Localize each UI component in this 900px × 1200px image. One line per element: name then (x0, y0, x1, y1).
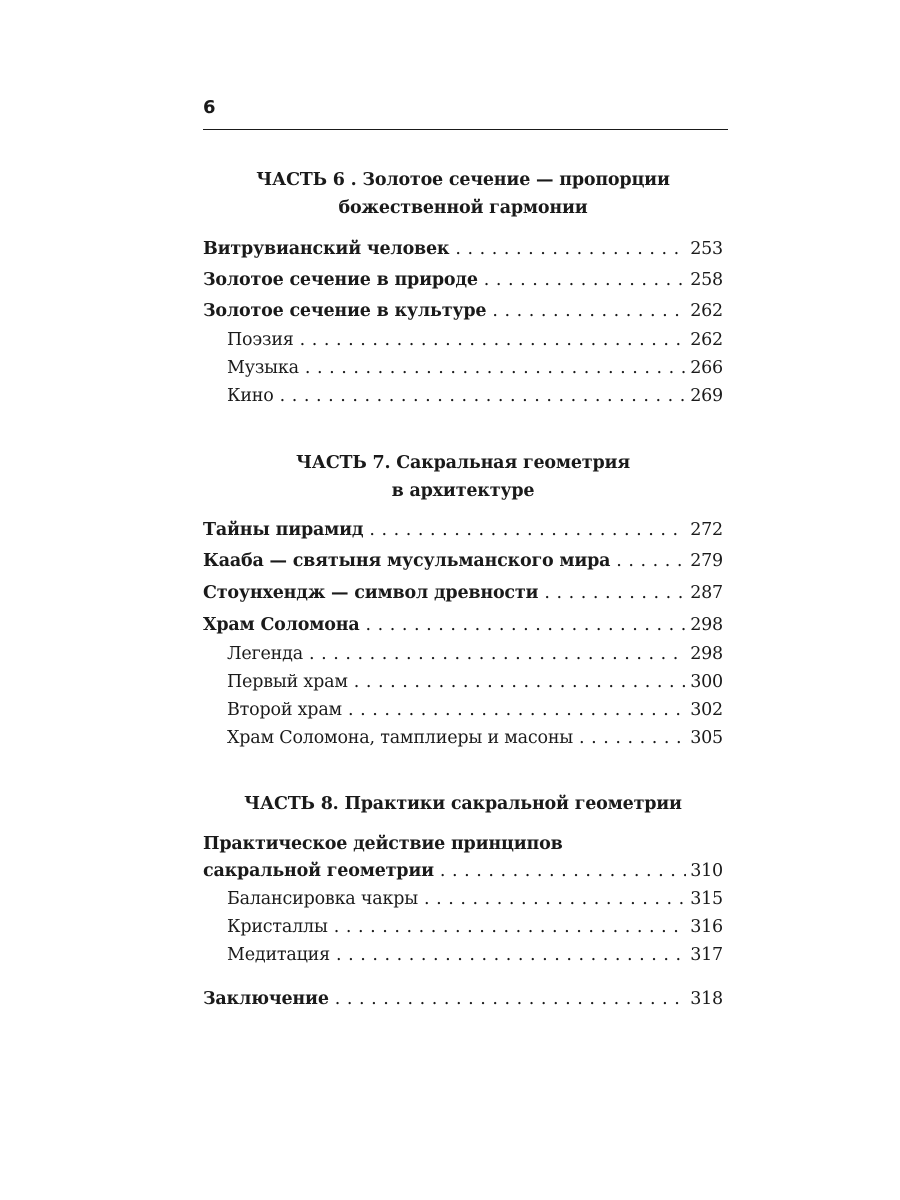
toc-subentry-page: 266 (690, 358, 723, 378)
leader-dots (492, 297, 686, 325)
page-number: 6 (203, 97, 216, 118)
part-6-heading (203, 166, 723, 222)
leader-dots (305, 354, 686, 382)
leader-dots (616, 547, 686, 575)
leader-dots (455, 235, 686, 263)
leader-dots (280, 382, 687, 410)
leader-dots (544, 579, 686, 607)
toc-entry-title: Храм Соломона (203, 615, 360, 635)
toc-entry-title: Заключение (203, 989, 329, 1009)
toc-subentry-title: Легенда (227, 644, 303, 664)
toc-entry-title: Золотое сечение в культуре (203, 301, 487, 321)
leader-dots (300, 326, 687, 354)
header-rule (203, 129, 728, 130)
toc-entry-title: сакральной геометрии (203, 861, 434, 881)
part-6-heading-line-2: божественной гармонии (338, 198, 588, 218)
toc-entry[interactable] (203, 547, 723, 575)
part-7-heading-line-1: ЧАСТЬ 7. Сакральная геометрия (296, 453, 630, 473)
toc-entry[interactable] (203, 297, 723, 325)
toc-entry-title: Кааба — святыня мусульманского мира (203, 551, 611, 571)
toc-entry-title: Витрувианский человек (203, 239, 450, 259)
toc-entry-page: 310 (690, 861, 723, 881)
part-8-heading-line-1: ЧАСТЬ 8. Практики сакральной геометрии (244, 794, 682, 814)
leader-dots (309, 640, 686, 668)
toc-entry[interactable] (203, 235, 723, 263)
toc-entry-page: 272 (690, 520, 723, 540)
part-6-heading-line-1: ЧАСТЬ 6 . Золотое сечение — пропорции (256, 170, 670, 190)
toc-entry-page: 287 (690, 583, 723, 603)
toc-subentry-title: Медитация (227, 945, 330, 965)
toc-subentry[interactable] (227, 885, 723, 913)
toc-subentry-page: 305 (690, 728, 723, 748)
toc-subentry[interactable] (227, 913, 723, 941)
toc-subentry-title: Первый храм (227, 672, 348, 692)
part-7-heading-line-2: в архитектуре (391, 481, 535, 501)
toc-subentry-title: Кино (227, 386, 274, 406)
toc-subentry-title: Музыка (227, 358, 299, 378)
toc-entry-title: Тайны пирамид (203, 520, 364, 540)
leader-dots (484, 266, 686, 294)
toc-subentry-title: Второй храм (227, 700, 342, 720)
toc-subentry-page: 269 (690, 386, 723, 406)
toc-subentry[interactable] (227, 668, 723, 696)
leader-dots (348, 696, 686, 724)
leader-dots (365, 611, 686, 639)
toc-subentry-page: 262 (690, 330, 723, 350)
toc-entry-page: 253 (690, 239, 723, 259)
toc-subentry-page: 302 (690, 700, 723, 720)
toc-entry-page: 298 (690, 615, 723, 635)
leader-dots (579, 724, 686, 752)
toc-entry[interactable] (203, 579, 723, 607)
toc-subentry[interactable] (227, 724, 723, 752)
toc-subentry-title: Храм Соломона, тамплиеры и масоны (227, 728, 574, 748)
toc-subentry-page: 300 (690, 672, 723, 692)
leader-dots (336, 941, 686, 969)
toc-subentry-page: 315 (690, 889, 723, 909)
toc-entry[interactable] (203, 266, 723, 294)
leader-dots (440, 857, 686, 885)
toc-entry-title: Золотое сечение в природе (203, 270, 478, 290)
toc-entry-title: Стоунхендж — символ древности (203, 583, 539, 603)
toc-subentry[interactable] (227, 382, 723, 410)
leader-dots (335, 985, 686, 1013)
toc-subentry[interactable] (227, 326, 723, 354)
toc-subentry[interactable] (227, 696, 723, 724)
toc-subentry[interactable] (227, 941, 723, 969)
leader-dots (354, 668, 686, 696)
toc-entry-page: 279 (690, 551, 723, 571)
part-7-heading (203, 449, 723, 505)
toc-entry-page: 258 (690, 270, 723, 290)
toc-entry-conclusion[interactable] (203, 985, 723, 1013)
leader-dots (424, 885, 686, 913)
toc-entry-title-line-1[interactable]: Практическое действие принципов (203, 834, 563, 854)
toc-entry[interactable] (203, 611, 723, 639)
leader-dots (334, 913, 686, 941)
toc-subentry-title: Поэзия (227, 330, 294, 350)
toc-entry-page: 262 (690, 301, 723, 321)
toc-subentry[interactable] (227, 354, 723, 382)
toc-entry-page: 318 (690, 989, 723, 1009)
leader-dots (369, 516, 686, 544)
toc-entry[interactable] (203, 516, 723, 544)
toc-subentry-title: Кристаллы (227, 917, 328, 937)
toc-subentry-page: 298 (690, 644, 723, 664)
toc-subentry-title: Балансировка чакры (227, 889, 418, 909)
toc-entry[interactable] (203, 857, 723, 885)
toc-subentry-page: 317 (690, 945, 723, 965)
toc-subentry[interactable] (227, 640, 723, 668)
toc-subentry-page: 316 (690, 917, 723, 937)
part-8-heading (203, 790, 723, 818)
